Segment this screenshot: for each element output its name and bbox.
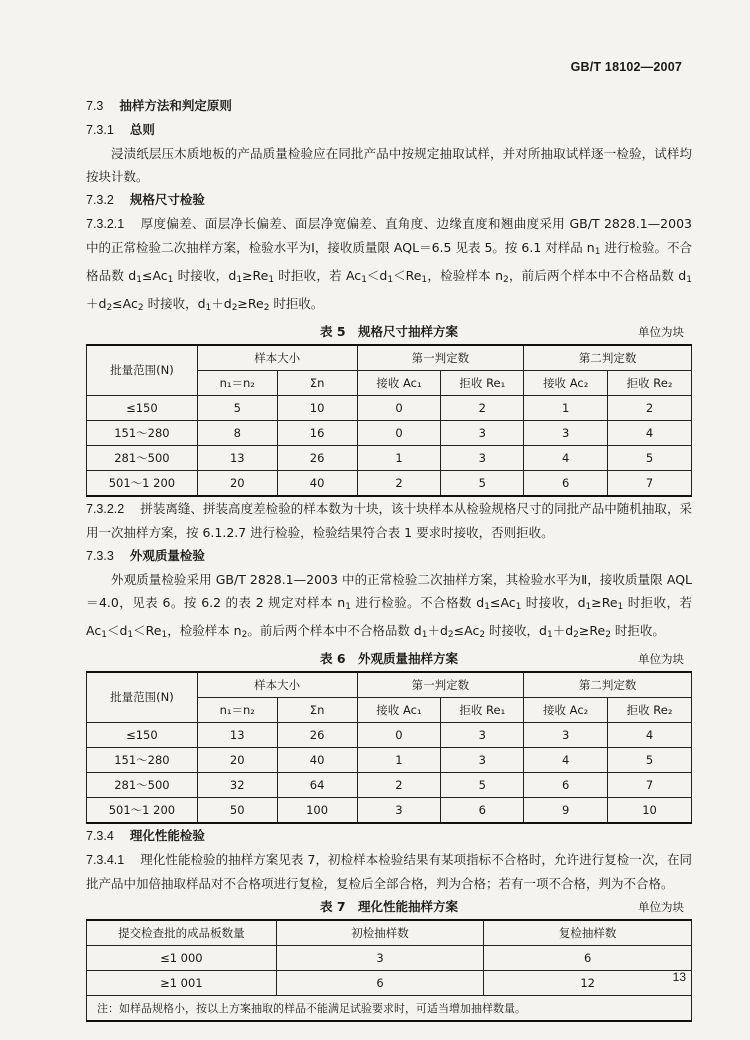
section-title: 总则 <box>129 122 155 137</box>
table-row: 281～500 32 64 2 5 6 7 <box>87 773 692 798</box>
header-n: n₁＝n₂ <box>197 698 277 723</box>
section-7-3-2-1-body: 7.3.2.1 厚度偏差、面层净长偏差、面层净宽偏差、直角度、边缘直度和翘曲度采用 GB/T 2828.1—2003 中的正常检验二次抽样方案，检验水平为Ⅰ，接收质量限 AQL＝6.5 见表 5。按 6.1 对样品 $n_1$ 进行检验。不合格品数 $d_1\le Ac_1$ 时接收，$d_1\ge Re_1$ 时拒收，若 $Ac_1<d_1<Re_1$，检验样本 $n_2$，前后两个样本中不合格品数 $d_1+d_2\le Ac_2$ 时接收，$d_1+d_2\ge Re_2$ 时拒收。 <box>86 212 692 320</box>
table-caption: 表 6 外观质量抽样方案 <box>319 651 459 666</box>
table-6 <box>86 671 692 824</box>
header-n: n₁＝n₂ <box>197 371 277 396</box>
table-6-caption-row <box>86 647 692 671</box>
header-re1: 拒收 Re₁ <box>441 698 524 723</box>
header-retest-samples: 复检抽样数 <box>484 920 692 946</box>
section-7-3-2-2-body: 7.3.2.2 拼装离缝、拼装高度差检验的样本数为十块，该十块样本从检验规格尺寸的同批产品中随机抽取，采用一次抽样方案，按 6.1.2.7 进行检验，检验结果符合表 1 要求时接收，否则拒收。 <box>86 497 692 544</box>
section-title: 外观质量检验 <box>129 548 205 563</box>
header-ac1: 接收 Ac₁ <box>357 698 441 723</box>
header-re1: 拒收 Re₁ <box>441 371 524 396</box>
table-row: 151～280 8 16 0 3 3 4 <box>87 421 692 446</box>
table-row: 151～280 20 40 1 3 4 5 <box>87 748 692 773</box>
header-sum-n: Σn <box>277 698 357 723</box>
section-number: 7.3.1 <box>86 123 114 137</box>
document-body <box>86 94 692 1022</box>
page-number: 13 <box>672 970 686 984</box>
section-7-3-1-heading <box>86 118 692 142</box>
table-unit: 单位为块 <box>638 900 684 914</box>
section-7-3-1-body: 浸渍纸层压木质地板的产品质量检验应在同批产品中按规定抽取试样，并对所抽取试样逐一检验，试样均按块计数。 <box>86 146 692 184</box>
section-number: 7.3.4 <box>86 829 114 843</box>
header-lot-quantity: 提交检查批的成品板数量 <box>87 920 277 946</box>
table-unit: 单位为块 <box>638 325 684 339</box>
table-row: ≤1 000 3 6 <box>87 946 692 971</box>
section-7-3-4-1-body: 7.3.4.1 理化性能检验的抽样方案见表 7，初检样本检验结果有某项指标不合格时，允许进行复检一次，在同批产品中加倍抽取样品对不合格项进行复检，复检后全部合格，判为合格；若有一项不合格，判为不合格。 <box>86 848 692 895</box>
section-number: 7.3.2 <box>86 193 114 207</box>
header-sample-size: 样本大小 <box>197 345 357 371</box>
table-7 <box>86 919 692 1022</box>
section-title: 理化性能检验 <box>129 828 205 843</box>
table-caption: 表 7 理化性能抽样方案 <box>319 899 459 914</box>
clause-number: 7.3.2.2 <box>86 502 125 516</box>
table-5 <box>86 344 692 497</box>
header-re2: 拒收 Re₂ <box>608 371 692 396</box>
section-7-3-3-heading <box>86 544 692 568</box>
header-second-judgement: 第二判定数 <box>524 345 692 371</box>
header-first-judgement: 第一判定数 <box>357 672 524 698</box>
standard-number-header: GB/T 18102—2007 <box>570 60 682 74</box>
header-ac2: 接收 Ac₂ <box>524 698 608 723</box>
header-ac2: 接收 Ac₂ <box>524 371 608 396</box>
section-number: 7.3 <box>86 99 104 113</box>
header-re2: 拒收 Re₂ <box>608 698 692 723</box>
section-7-3-3-body: 外观质量检验采用 GB/T 2828.1—2003 中的正常检验二次抽样方案，其检验水平为Ⅱ，接收质量限 AQL＝4.0，见表 6。按 6.2 的表 2 规定对样本 $n_1$ 进行检验。不合格数 $d_1\le Ac_1$ 时接收，$d_1\ge Re_1$ 时拒收，若 $Ac_1<d_1<Re_1$，检验样本 $n_2$。前后两个样本中不合格品数 $d_1+d_2\le Ac_2$ 时接收，$d_1+d_2\ge Re_2$ 时拒收。 <box>86 572 692 640</box>
clause-number: 7.3.4.1 <box>86 853 125 867</box>
header-second-judgement: 第二判定数 <box>524 672 692 698</box>
table-7-caption-row <box>86 895 692 919</box>
header-lot-range: 批量范围(N) <box>87 672 198 723</box>
table-note: 注：如样品规格小，按以上方案抽取的样品不能满足试验要求时，可适当增加抽样数量。 <box>87 996 692 1022</box>
table-caption: 表 5 规格尺寸抽样方案 <box>319 324 459 339</box>
table-row: 501～1 200 20 40 2 5 6 7 <box>87 471 692 497</box>
table-row: ≤150 5 10 0 2 1 2 <box>87 396 692 421</box>
section-number: 7.3.3 <box>86 549 114 563</box>
table-row: 281～500 13 26 1 3 4 5 <box>87 446 692 471</box>
header-sample-size: 样本大小 <box>197 672 357 698</box>
header-ac1: 接收 Ac₁ <box>357 371 441 396</box>
header-initial-samples: 初检抽样数 <box>276 920 484 946</box>
header-first-judgement: 第一判定数 <box>357 345 524 371</box>
header-sum-n: Σn <box>277 371 357 396</box>
table-row: ≥1 001 6 12 <box>87 971 692 996</box>
clause-number: 7.3.2.1 <box>86 217 125 231</box>
section-title: 规格尺寸检验 <box>129 192 205 207</box>
table-5-caption-row <box>86 320 692 344</box>
section-7-3-2-heading <box>86 188 692 212</box>
section-title: 抽样方法和判定原则 <box>119 98 232 113</box>
header-lot-range: 批量范围(N) <box>87 345 198 396</box>
section-7-3-heading <box>86 94 692 118</box>
section-7-3-4-heading <box>86 824 692 848</box>
table-row: 501～1 200 50 100 3 6 9 10 <box>87 798 692 824</box>
table-unit: 单位为块 <box>638 652 684 666</box>
table-row: ≤150 13 26 0 3 3 4 <box>87 723 692 748</box>
